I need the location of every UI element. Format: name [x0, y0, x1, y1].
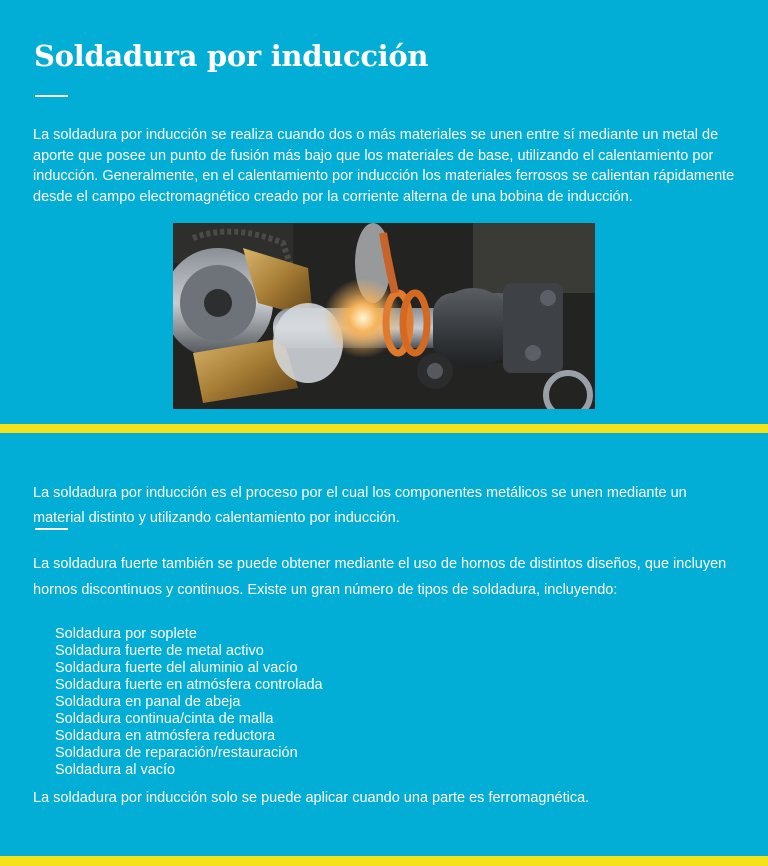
list-item: Soldadura por soplete	[55, 626, 197, 642]
list-item: Soldadura en panal de abeja	[55, 694, 241, 710]
intro-paragraph: La soldadura por inducción se realiza cuando dos o más materiales se unen entre sí mediante un metal de aporte que posee un punto de fusión más bajo que los materiales de base, utilizando el calentamiento por inducción. Generalmente, en el calentamiento por inducción los materiales ferrosos se calientan rápidamente desde el campo electromagnético creado por la corriente alterna de una bobina de inducción.	[33, 127, 735, 205]
yellow-divider-bottom	[0, 856, 768, 866]
list-item: Soldadura fuerte en atmósfera controlada	[55, 677, 323, 693]
page-title: Soldadura por inducción	[34, 39, 429, 73]
intro-section	[0, 0, 768, 424]
title-underline	[35, 95, 68, 97]
brazing-types-list	[55, 626, 323, 779]
ferromagnetic-note: La soldadura por inducción solo se puede aplicar cuando una parte es ferromagnética.	[33, 790, 590, 806]
paragraph-underline	[35, 528, 68, 530]
furnace-paragraph: La soldadura fuerte también se puede obtener mediante el uso de hornos de distintos diseños, que incluyen hornos discontinuos y continuos. Existe un gran número de tipos de soldadura, incluyendo:	[33, 556, 727, 598]
list-item: Soldadura fuerte de metal activo	[55, 643, 264, 659]
list-item: Soldadura de reparación/restauración	[55, 745, 298, 761]
list-item: Soldadura continua/cinta de malla	[55, 711, 274, 727]
process-paragraph: La soldadura por inducción es el proceso por el cual los componentes metálicos se unen mediante un material distinto y utilizando calentamiento por inducción.	[33, 485, 687, 526]
list-item: Soldadura fuerte del aluminio al vacío	[55, 660, 298, 676]
list-item: Soldadura en atmósfera reductora	[55, 728, 276, 744]
induction-welding-photo	[173, 223, 595, 409]
induction-welding-illustration	[173, 223, 595, 409]
list-item: Soldadura al vacío	[55, 762, 176, 778]
yellow-divider-top	[0, 424, 768, 433]
